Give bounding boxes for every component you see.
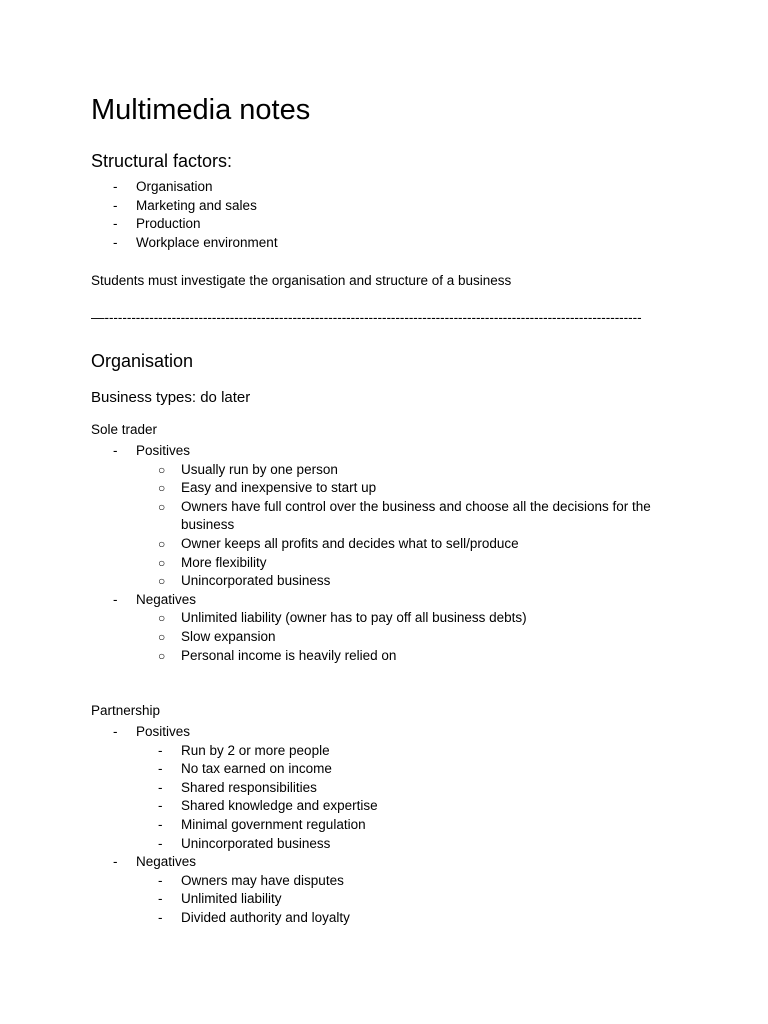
sole-trader-list bbox=[91, 442, 661, 665]
positives-label: Positives bbox=[136, 724, 191, 739]
list-item: - Unincorporated business bbox=[91, 835, 661, 854]
dash-marker: - bbox=[113, 443, 118, 458]
list-item: - Minimal government regulation bbox=[91, 816, 661, 835]
dash-marker: - bbox=[113, 216, 118, 232]
dash-marker: - bbox=[158, 742, 163, 758]
list-item bbox=[91, 591, 661, 665]
list-item bbox=[91, 723, 661, 853]
list-item: - Organisation bbox=[91, 178, 278, 197]
dash-marker: - bbox=[113, 197, 118, 213]
dash-marker: - bbox=[113, 234, 118, 250]
dash-marker: - bbox=[158, 835, 163, 851]
list-item bbox=[91, 442, 661, 591]
list-item: ○ Usually run by one person bbox=[91, 461, 661, 480]
circle-bullet-icon: ○ bbox=[158, 462, 166, 477]
dash-marker: - bbox=[113, 179, 118, 194]
list-item: ○ Owner keeps all profits and decides what to sell/produce bbox=[91, 535, 661, 554]
sole-trader-positives bbox=[136, 461, 661, 591]
positives-label: Positives bbox=[136, 443, 191, 458]
negatives-label: Negatives bbox=[136, 854, 197, 870]
partnership-heading: Partnership bbox=[91, 703, 161, 718]
dash-marker: - bbox=[113, 591, 118, 607]
list-item: - Run by 2 or more people bbox=[91, 742, 661, 761]
list-item bbox=[91, 853, 661, 927]
list-item: ○ Owners have full control over the business and choose all the decisions for the business bbox=[158, 498, 651, 533]
structural-factors-heading: Structural factors: bbox=[91, 151, 233, 171]
circle-bullet-icon: ○ bbox=[158, 629, 166, 644]
circle-bullet-icon: ○ bbox=[158, 536, 166, 551]
list-item: - Workplace environment bbox=[91, 234, 278, 253]
list-item: ○ Personal income is heavily relied on bbox=[91, 647, 661, 666]
dash-marker: - bbox=[113, 724, 118, 739]
circle-bullet-icon: ○ bbox=[158, 555, 166, 570]
structural-factors-list bbox=[91, 178, 278, 252]
divider-line: —------------------------------------------------------------------------------------------------------------------------ bbox=[91, 310, 642, 325]
list-item: - Owners may have disputes bbox=[91, 872, 661, 891]
list-item: ○ Easy and inexpensive to start up bbox=[91, 479, 661, 498]
dash-marker: - bbox=[158, 761, 163, 777]
negatives-label: Negatives bbox=[136, 591, 197, 607]
circle-bullet-icon: ○ bbox=[158, 481, 166, 496]
partnership-positives bbox=[136, 742, 661, 854]
list-item: ○ Slow expansion bbox=[91, 628, 661, 647]
circle-bullet-icon: ○ bbox=[158, 574, 166, 589]
list-item: - Divided authority and loyalty bbox=[91, 909, 661, 928]
dash-marker: - bbox=[113, 854, 118, 870]
list-item: - Production bbox=[91, 215, 278, 234]
dash-marker: - bbox=[158, 798, 163, 814]
partnership-negatives bbox=[136, 872, 661, 928]
partnership-list bbox=[91, 723, 661, 928]
circle-bullet-icon: ○ bbox=[158, 499, 166, 514]
dash-marker: - bbox=[158, 779, 163, 795]
list-item: ○ Unincorporated business bbox=[91, 572, 661, 591]
circle-bullet-icon: ○ bbox=[158, 648, 166, 663]
sole-trader-heading: Sole trader bbox=[91, 422, 158, 437]
list-item: - Shared knowledge and expertise bbox=[91, 797, 661, 816]
dash-marker: - bbox=[158, 816, 163, 832]
organisation-heading: Organisation bbox=[91, 351, 194, 371]
dash-marker: - bbox=[158, 872, 163, 888]
list-item: ○ More flexibility bbox=[91, 554, 661, 573]
dash-marker: - bbox=[158, 909, 163, 925]
intro-paragraph: Students must investigate the organisation and structure of a business bbox=[91, 273, 512, 288]
circle-bullet-icon: ○ bbox=[158, 611, 166, 626]
list-item: - Shared responsibilities bbox=[91, 779, 661, 798]
business-types-heading: Business types: do later bbox=[91, 389, 251, 406]
list-item: ○ Unlimited liability (owner has to pay off all business debts) bbox=[91, 609, 661, 628]
dash-marker: - bbox=[158, 891, 163, 907]
document-title: Multimedia notes bbox=[91, 94, 311, 126]
list-item: - No tax earned on income bbox=[91, 760, 661, 779]
sole-trader-negatives bbox=[136, 609, 661, 665]
list-item: - Marketing and sales bbox=[91, 197, 278, 216]
list-item: - Unlimited liability bbox=[91, 890, 661, 909]
